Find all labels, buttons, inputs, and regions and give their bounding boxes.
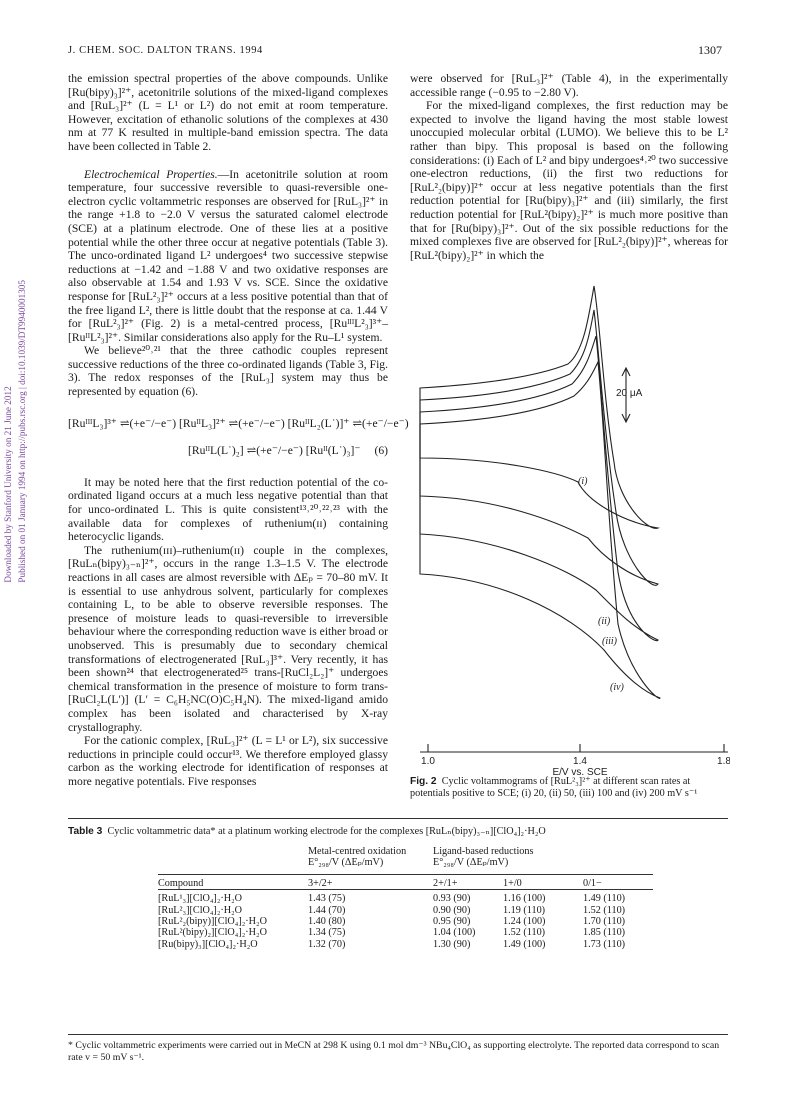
cell-oxidation: 1.43 (75)	[308, 893, 346, 905]
group-header-oxidation: Metal-centred oxidation	[308, 846, 407, 857]
col-header-oxidation: 3+/2+	[308, 874, 413, 889]
table-title-text: Cyclic voltammetric data* at a platinum working electrode for the complexes [RuLₙ(bipy)₃₋ₙ][ClO₄]₂·H₂O	[107, 826, 546, 837]
cell-compound: [RuL²₂(bipy)][ClO₄]₂·H₂O	[158, 916, 267, 928]
curve-label-ii: (ii)	[598, 616, 611, 627]
cell-compound: [RuL¹₃][ClO₄]₂·H₂O	[158, 893, 243, 905]
cv-curve-ii	[420, 310, 658, 585]
right-paragraph-2: For the mixed-ligand complexes, the first reduction may be expected to involve the ligand having the most stable lowest unoccupied molecular orbital (LUMO). We believe this to be L² rather than bipy. This proposal is based on the following considerations: (i) Each of L² and bipy undergoes⁴˒²⁰ two successive one-electron reductions, (ii) the first two reductions for [RuL²₂(bipy)]²⁺ occur at less negative potentials than the first reduction potential for [Ru(bipy)₃]²⁺ and (iii) similarly, the first reduction potential for [RuL²(bipy)₂]²⁺ is much more positive than that for [Ru(bipy)₃]²⁺. Out of the six possible reductions for the mixed complexes five are observed for [RuL²₂(bipy)]²⁺, whereas for [RuL²(bipy)₂]²⁺ in which the	[410, 99, 728, 262]
cell-compound: [RuL²(bipy)₂][ClO₄]₂·H₂O	[158, 927, 267, 939]
table-row	[158, 939, 653, 950]
col-header-compound: Compound	[158, 874, 308, 889]
right-column	[410, 72, 728, 262]
cv-curve-iii	[420, 336, 658, 641]
cell-r1: 0.90 (90)	[433, 904, 471, 916]
cell-r1: 0.93 (90)	[433, 893, 471, 905]
cell-compound: [RuL²₃][ClO₄]₂·H₂O	[158, 904, 243, 916]
journal-header: J. CHEM. SOC. DALTON TRANS. 1994	[68, 45, 263, 56]
cell-compound: [Ru(bipy)₃][ClO₄]₂·H₂O	[158, 938, 258, 950]
col-header-r3: 0/1−	[583, 874, 653, 889]
table-row	[158, 916, 653, 927]
x-tick-label-1-8: 1.8	[717, 756, 730, 767]
table-footnote: * Cyclic voltammetric experiments were carried out in MeCN at 298 K using 0.1 mol dm⁻³ NBu₄ClO₄ as supporting electrolyte. The reported data correspond to scan rate v = 50 mV s⁻¹.	[68, 1040, 720, 1063]
left-paragraph-2-text: —In acetonitrile solution at room temperature, four successive reversible to quasi-reversible one-electron cyclic voltammetric responses are observed for [RuL₃]²⁺ in the range +1.8 to −2.0 V versus the saturated calomel electrode (SCE) at a platinum electrode. One of these lies at a positive potential while the other three occur at negative potentials (Table 3). The unco-ordinated ligand L² undergoes⁴ two successive stepwise reductions at −1.42 and −1.88 V and two oxidative responses are also observable at 1.54 and 1.93 V vs. SCE. Since the oxidative response for [RuL²₃]²⁺ occurs at a less positive potential than that of the free ligand L², there is little doubt that the response at ca. 1.44 V for [RuL²₃]²⁺ (Fig. 2) is a metal-centred process, [RuᴵᴵᴵL²₃]³⁺–[RuᴵᴵL²₃]²⁺. Similar considerations also apply for the Ru–L¹ system.	[68, 167, 388, 344]
left-paragraph-1: the emission spectral properties of the above compounds. Unlike [Ru(bipy)₃]²⁺, acetonitrile solutions of the mixed-ligand complexes and [RuL₃]²⁺ (L = L¹ or L²) do not emit at room temperature. However, excitation of ethanolic solutions of the complexes at 430 nm at 77 K resulted in multiple-band emission spectra. The data have been collected in Table 2.	[68, 72, 388, 153]
cv-curve-iv	[420, 362, 660, 698]
equation-line-2-text: [RuᴵᴵL(L˙)₂] ⇌(+e⁻/−e⁻) [Ruᴵᴵ(L˙)₃]⁻	[188, 444, 361, 458]
x-tick-label-1-0: 1.0	[421, 756, 435, 767]
cv-curve-i	[420, 286, 658, 528]
curve-label-iv: (iv)	[610, 682, 624, 693]
left-column	[68, 72, 409, 789]
cell-oxidation: 1.34 (75)	[308, 927, 346, 939]
left-paragraph-4: It may be noted here that the first reduction potential of the co-ordinated ligand occurs at a much less negative potential than that for unco-ordinated L. This is quite consistent¹³˒²⁰˒²²˒²³ with the available data for complexes of ruthenium(ɪɪ) containing heterocyclic ligands.	[68, 475, 388, 544]
cell-r2: 1.19 (110)	[503, 904, 546, 916]
figure-caption-text: Cyclic voltammograms of [RuL²₃]²⁺ at different scan rates at potentials positive to SCE; (i) 20, (ii) 50, (iii) 100 and (iv) 200 mV s⁻¹	[410, 776, 698, 799]
download-note: Downloaded by Stanford University on 21 June 2012	[3, 386, 13, 583]
x-tick-label-1-4: 1.4	[573, 756, 587, 767]
table-row	[158, 905, 653, 916]
left-paragraph-3: We believe²⁰˒²¹ that the three cathodic couples represent successive reductions of the three co-ordinated ligands (Table 3, Fig. 3). The redox responses of the [RuL₃] system may thus be represented by equation (6).	[68, 344, 388, 399]
cv-data-table	[158, 846, 653, 950]
cyclic-voltammogram-figure	[418, 272, 730, 776]
cell-r1: 0.95 (90)	[433, 916, 471, 928]
table-title	[68, 826, 728, 837]
equation-number: (6)	[374, 444, 388, 458]
cell-oxidation: 1.40 (80)	[308, 916, 346, 928]
group-subheader-oxidation: E°₂₉₈/V (ΔEₚ/mV)	[308, 857, 384, 869]
table-row	[158, 927, 653, 938]
download-watermark	[1, 280, 29, 583]
equation-line-2	[188, 444, 388, 458]
cell-r3: 1.85 (110)	[583, 927, 626, 939]
cell-r3: 1.70 (110)	[583, 916, 626, 928]
col-header-r1: 2+/1+	[433, 874, 503, 889]
group-subheader-reductions: E°₂₉₈/V (ΔEₚ/mV)	[433, 857, 509, 869]
left-paragraph-5: The ruthenium(ɪɪɪ)–ruthenium(ɪɪ) couple in the complexes, [RuLₙ(bipy)₃₋ₙ]²⁺, occurs in the range 1.3–1.5 V. The electrode reactions in all cases are almost reversible with ΔEₚ = 70–80 mV. It is essential to use anhydrous solvent, particularly for complexes containing L, to be able to observe reversible responses. The presence of moisture leads to quasi-reversible to irreversible behaviour where the corresponding reduction wave is either broad or unobserved. This is presumably due to secondary chemical transformations of electrogenerated [RuL₃]³⁺. Very recently, it has been shown²⁴ that electrogenerated²⁵ trans-[RuCl₂L₂]⁺ undergoes chemical transformation in the presence of moisture to form trans-[RuCl₂L(L′)] (L′ = C₆H₅NC(O)C₅H₄N). The mixed-ligand amido complex has been isolated and characterised by X-ray crystallography.	[68, 543, 388, 734]
table-top-rule	[68, 818, 728, 819]
col-header-r2: 1+/0	[503, 874, 583, 889]
section-heading: Electrochemical Properties.	[84, 167, 218, 181]
left-paragraph-2	[68, 168, 388, 345]
left-paragraph-6: For the cationic complex, [RuL₃]²⁺ (L = L¹ or L²), six successive reductions in principle could occur¹³. We therefore employed glassy carbon as the working electrode for identification of responses at more negative potentials. Five responses	[68, 734, 388, 788]
voltammogram-plot	[418, 272, 730, 776]
cell-r3: 1.52 (110)	[583, 904, 626, 916]
cell-oxidation: 1.32 (70)	[308, 938, 346, 950]
page-number: 1307	[698, 43, 722, 57]
cell-oxidation: 1.44 (70)	[308, 904, 346, 916]
cell-r2: 1.52 (110)	[503, 927, 546, 939]
table-number: Table 3	[68, 826, 103, 837]
x-axis-label: E/V vs. SCE	[552, 767, 608, 776]
publish-note: Published on 01 January 1994 on http://pubs.rsc.org | doi:10.1039/DT9940001305	[17, 280, 27, 583]
cell-r1: 1.04 (100)	[433, 927, 476, 939]
table-row	[158, 893, 653, 904]
cell-r2: 1.24 (100)	[503, 916, 546, 928]
table-bottom-rule	[68, 1034, 728, 1035]
cell-r1: 1.30 (90)	[433, 938, 471, 950]
figure-caption	[410, 776, 728, 800]
figure-number: Fig. 2	[410, 776, 437, 787]
right-paragraph-1: were observed for [RuL₃]²⁺ (Table 4), in the experimentally accessible range (−0.95 to −2.80 V).	[410, 72, 728, 99]
cell-r3: 1.49 (110)	[583, 893, 626, 905]
curve-label-i: (i)	[578, 476, 588, 487]
curve-label-iii: (iii)	[602, 636, 617, 647]
cell-r2: 1.49 (100)	[503, 938, 546, 950]
cell-r3: 1.73 (110)	[583, 938, 626, 950]
cell-r2: 1.16 (100)	[503, 893, 546, 905]
scale-label: 20 μA	[616, 388, 643, 399]
equation-line-1: [RuᴵᴵᴵL₃]³⁺ ⇌(+e⁻/−e⁻) [RuᴵᴵL₃]²⁺ ⇌(+e⁻/−e⁻) [RuᴵᴵL₂(L˙)]⁺ ⇌(+e⁻/−e⁻)	[68, 416, 409, 430]
group-header-reductions: Ligand-based reductions	[433, 846, 534, 857]
